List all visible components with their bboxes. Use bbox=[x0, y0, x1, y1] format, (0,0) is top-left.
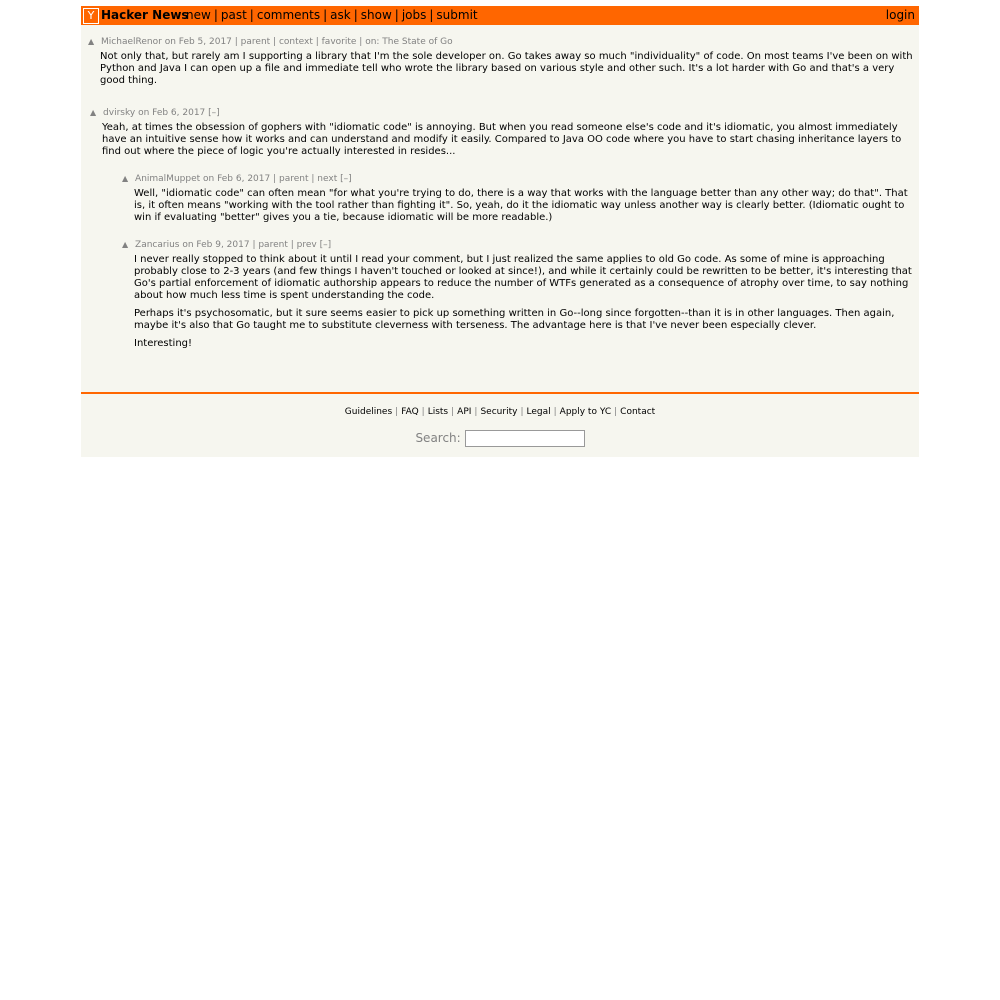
footer-divider bbox=[81, 392, 919, 394]
comment bbox=[90, 107, 912, 164]
login-link[interactable]: login bbox=[885, 8, 915, 22]
comment-text bbox=[100, 51, 914, 87]
comment-meta bbox=[90, 107, 912, 119]
context-link[interactable]: context bbox=[278, 37, 313, 47]
footer-faq[interactable]: FAQ bbox=[401, 407, 419, 417]
footer-api[interactable]: API bbox=[457, 407, 472, 417]
comment-user[interactable]: AnimalMuppet bbox=[135, 174, 201, 184]
comment-paragraph: Yeah, at times the obsession of gophers with "idiomatic code" is annoying. But when you read someone else's code and it's idiomatic, you almost immediately have an intuitive sense how it works and can understand and modify it easily. Compared to Java OO code where you have to start chasing inheritance layers to find out where the piece of logic you're actually interested in resides... bbox=[102, 122, 902, 157]
comment-meta: ▲ MichaelRenor on Feb 5, 2017 | parent | context | favorite | on: The State of Go bbox=[88, 37, 453, 47]
footer-security[interactable]: Security bbox=[480, 407, 518, 417]
comment-date[interactable]: on Feb 6, 2017 bbox=[203, 174, 271, 184]
footer-apply-yc[interactable]: Apply to YC bbox=[559, 407, 612, 417]
comment-text bbox=[134, 188, 912, 224]
nav-submit[interactable]: submit bbox=[436, 8, 478, 22]
comment-paragraph: Not only that, but rarely am I supporting a library that I'm the sole developer on. Go takes away so much "individuality" of code. On most teams I've been on with Python and Java I can open up a file and immediate tell who wrote the library based on various style and other such. It's a lot harder with Go and that's a very good thing. bbox=[100, 51, 913, 86]
comment-paragraph: Well, "idiomatic code" can often mean "for what you're trying to do, there is a way that works with the language better than any other way; do that". That is, it often means "working with the tool rather than fighting it". So, yeah, do it the idiomatic way unless another way is clearly better. (Idiomatic ought to win if evaluating "better" gives you a tie, because idiomatic will be more readable.) bbox=[134, 188, 908, 223]
next-link[interactable]: next bbox=[317, 174, 338, 184]
collapse-toggle[interactable]: [–] bbox=[319, 240, 332, 250]
comment-text bbox=[134, 254, 912, 350]
footer-legal[interactable]: Legal bbox=[526, 407, 551, 417]
search-row bbox=[81, 430, 919, 447]
upvote-arrow-icon[interactable]: ▲ bbox=[122, 240, 129, 249]
upvote-arrow-icon[interactable]: ▲ bbox=[122, 174, 129, 183]
comment bbox=[122, 239, 912, 356]
comment-paragraph: Perhaps it's psychosomatic, but it sure seems easier to pick up something written in Go--long since forgotten--than it is in other languages. Then again, maybe it's also that Go taught me to substitute cleverness with terseness. The advantage here is that I've never been especially clever. bbox=[134, 308, 895, 331]
collapse-toggle[interactable]: [–] bbox=[208, 108, 220, 118]
nav-links: new | past | comments | ask | show | jobs | submit bbox=[186, 8, 478, 22]
comment-date[interactable]: on Feb 5, 2017 bbox=[164, 37, 232, 47]
favorite-link[interactable]: favorite bbox=[321, 37, 357, 47]
top-bar bbox=[81, 6, 919, 25]
prev-link[interactable]: prev bbox=[296, 240, 317, 250]
nav-comments[interactable]: comments bbox=[256, 8, 321, 22]
comment-paragraph: I never really stopped to think about it until I read your comment, but I just realized the same applies to old Go code. As some of mine is approaching probably close to 2-3 years (and few things I haven't touched or looked at since!), and while it certainly could be rewritten to be better, it's interesting that Go's partial enforcement of idiomatic authorship appears to reduce the number of WTFs generated as a consequence of atrophy over time, to say nothing about how much less time is spent understanding the code. bbox=[134, 254, 912, 301]
nav-past[interactable]: past bbox=[220, 8, 247, 22]
y-logo-icon[interactable]: Y bbox=[83, 8, 99, 24]
footer-links: Guidelines | FAQ | Lists | API | Security | Legal | Apply to YC | Contact bbox=[344, 407, 656, 417]
parent-link[interactable]: parent bbox=[258, 240, 288, 250]
story-link[interactable]: on: The State of Go bbox=[365, 37, 453, 47]
comment-date[interactable]: on Feb 6, 2017 bbox=[138, 108, 206, 118]
search-input[interactable] bbox=[465, 430, 585, 447]
nav-new[interactable]: new bbox=[186, 8, 211, 22]
comment-user[interactable]: dvirsky bbox=[103, 108, 136, 118]
upvote-arrow-icon[interactable]: ▲ bbox=[90, 108, 97, 117]
site-title[interactable]: Hacker News bbox=[101, 8, 189, 22]
comment-paragraph: Interesting! bbox=[134, 338, 193, 349]
nav-show[interactable]: show bbox=[360, 8, 392, 22]
parent-link[interactable]: parent bbox=[279, 174, 309, 184]
search-label: Search: bbox=[415, 431, 461, 445]
comment bbox=[122, 173, 912, 230]
page bbox=[81, 6, 919, 457]
nav-jobs[interactable]: jobs bbox=[401, 8, 427, 22]
comment-user[interactable]: Zancarius bbox=[135, 240, 180, 250]
comment-meta: ▲ Zancarius on Feb 9, 2017 | parent | prev [–] bbox=[122, 240, 332, 250]
parent-link[interactable]: parent bbox=[240, 37, 271, 47]
comment-text bbox=[102, 122, 912, 158]
upvote-arrow-icon[interactable]: ▲ bbox=[88, 37, 95, 46]
comment-meta: ▲ AnimalMuppet on Feb 6, 2017 | parent | next [–] bbox=[122, 174, 352, 184]
footer-lists[interactable]: Lists bbox=[427, 407, 449, 417]
collapse-toggle[interactable]: [–] bbox=[340, 174, 352, 184]
footer-contact[interactable]: Contact bbox=[620, 407, 656, 417]
footer-guidelines[interactable]: Guidelines bbox=[344, 407, 393, 417]
nav-ask[interactable]: ask bbox=[330, 8, 351, 22]
comment-date[interactable]: on Feb 9, 2017 bbox=[182, 240, 250, 250]
comment bbox=[88, 36, 914, 93]
comment-user[interactable]: MichaelRenor bbox=[101, 37, 162, 47]
